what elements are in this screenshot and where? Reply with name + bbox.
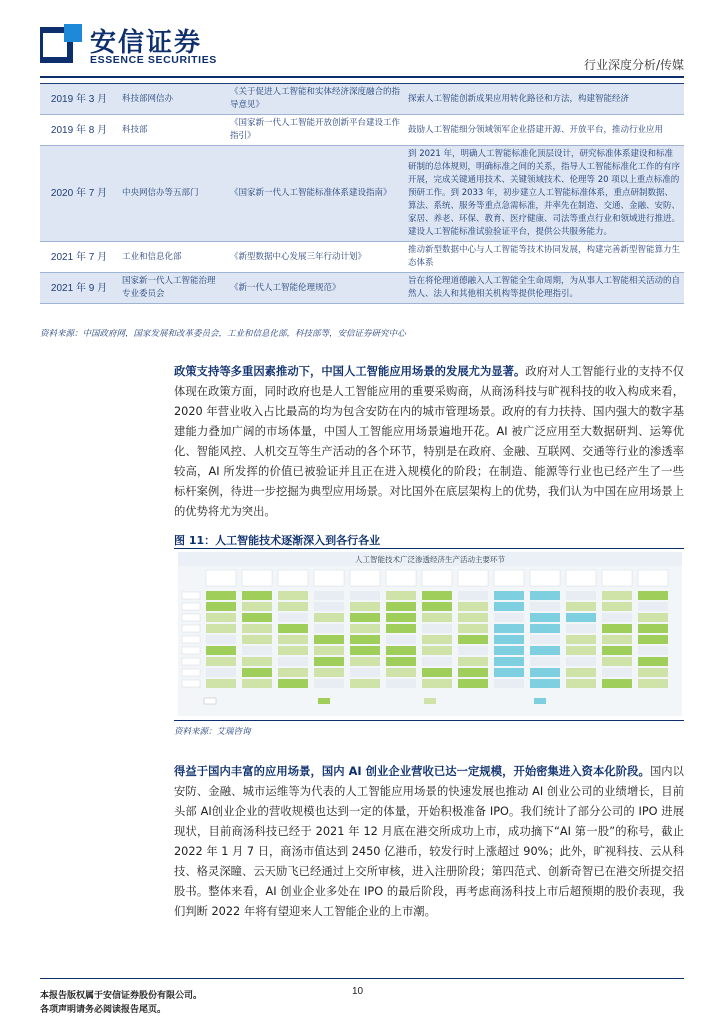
figure-cell bbox=[422, 613, 452, 622]
figure-cell bbox=[458, 591, 488, 600]
figure-cell bbox=[278, 635, 308, 644]
figure-cell bbox=[314, 657, 344, 666]
cell-dept: 科技部网信办 bbox=[118, 84, 226, 115]
table-row bbox=[40, 146, 684, 242]
footer-disclaimer: 各项声明请务必阅读报告尾页。 bbox=[40, 1005, 167, 1015]
cell-dept: 工业和信息化部 bbox=[118, 242, 226, 273]
figure-cell bbox=[350, 657, 380, 666]
figure-cell bbox=[530, 624, 560, 633]
figure-cell bbox=[422, 591, 452, 600]
figure-cell bbox=[566, 668, 596, 677]
figure-cell bbox=[638, 613, 668, 622]
figure-cell bbox=[458, 679, 488, 688]
figure-cell bbox=[422, 646, 452, 655]
figure-cell bbox=[458, 657, 488, 666]
table-row bbox=[40, 242, 684, 273]
figure-cell bbox=[638, 668, 668, 677]
figure-column-header bbox=[278, 570, 308, 586]
figure-row-label bbox=[182, 636, 200, 643]
cell-dept: 科技部 bbox=[118, 115, 226, 146]
figure-cell bbox=[422, 668, 452, 677]
figure-cell bbox=[278, 624, 308, 633]
figure-cell bbox=[242, 679, 272, 688]
figure-cell bbox=[314, 613, 344, 622]
page-header bbox=[0, 0, 724, 80]
figure-cell bbox=[530, 635, 560, 644]
figure-cell bbox=[530, 646, 560, 655]
figure-row-label bbox=[182, 625, 200, 632]
cell-description: 鼓励人工智能细分领域领军企业搭建开源、开放平台，推动行业应用 bbox=[404, 115, 684, 146]
figure-cell bbox=[530, 679, 560, 688]
figure-cell bbox=[638, 624, 668, 633]
figure-cell bbox=[278, 602, 308, 611]
figure-cell bbox=[566, 602, 596, 611]
figure-cell bbox=[458, 613, 488, 622]
essence-logo-icon bbox=[40, 24, 82, 66]
paragraph-ipo bbox=[174, 762, 684, 922]
logo-en-text: ESSENCE SECURITIES bbox=[90, 54, 217, 66]
figure-cell bbox=[494, 679, 524, 688]
figure-bottom-rule bbox=[174, 720, 684, 721]
figure-cell bbox=[206, 602, 236, 611]
figure-row-label bbox=[182, 614, 200, 621]
figure-cell bbox=[386, 646, 416, 655]
figure-column-header bbox=[422, 570, 452, 586]
cell-document: 《关于促进人工智能和实体经济深度融合的指导意见》 bbox=[226, 84, 404, 115]
figure-cell bbox=[206, 646, 236, 655]
figure-cell bbox=[638, 635, 668, 644]
figure-cell bbox=[566, 624, 596, 633]
figure-cell bbox=[602, 635, 632, 644]
figure-cell bbox=[314, 646, 344, 655]
figure-cell bbox=[386, 624, 416, 633]
figure-cell bbox=[242, 613, 272, 622]
figure-cell bbox=[602, 591, 632, 600]
figure-cell bbox=[494, 646, 524, 655]
figure-cell bbox=[278, 613, 308, 622]
figure-row-label bbox=[182, 603, 200, 610]
figure-cell bbox=[206, 635, 236, 644]
figure-chart-title: 人工智能技术广泛渗透经济生产活动主要环节 bbox=[355, 555, 505, 564]
cell-date: 2021 年 9 月 bbox=[40, 273, 118, 304]
figure-cell bbox=[602, 668, 632, 677]
figure-cell bbox=[242, 591, 272, 600]
figure-cell bbox=[602, 646, 632, 655]
table-source: 资料来源：中国政府网，国家发展和改革委员会，工业和信息化部，科技部等，安信证券研究中心 bbox=[40, 329, 406, 339]
policy-table bbox=[40, 84, 684, 304]
figure-cell bbox=[458, 602, 488, 611]
figure-cell bbox=[314, 668, 344, 677]
cell-document: 《国家新一代人工智能开放创新平台建设工作指引》 bbox=[226, 115, 404, 146]
figure-title: 图 11：人工智能技术逐渐深入到各行各业 bbox=[174, 534, 381, 547]
figure-row-label bbox=[182, 647, 200, 654]
figure-cell bbox=[386, 657, 416, 666]
figure-source: 资料来源：艾瑞咨询 bbox=[174, 727, 251, 737]
figure-cell bbox=[602, 613, 632, 622]
figure-row-label bbox=[182, 592, 200, 599]
figure-column-header bbox=[602, 570, 632, 586]
figure-cell bbox=[386, 602, 416, 611]
figure-cell bbox=[242, 635, 272, 644]
figure-cell bbox=[494, 635, 524, 644]
figure-cell bbox=[602, 602, 632, 611]
legend-swatch-3 bbox=[424, 698, 436, 704]
figure-cell bbox=[314, 679, 344, 688]
figure-column-header bbox=[314, 570, 344, 586]
figure-cell bbox=[566, 591, 596, 600]
figure-cell bbox=[386, 613, 416, 622]
figure-cell bbox=[350, 624, 380, 633]
figure-cell bbox=[566, 635, 596, 644]
paragraph-body-2: 国内以安防、金融、城市运维等为代表的人工智能应用场景的快速发展也推动 AI 创业公司的业绩增长，目前头部 AI创业企业的营收规模也达到一定的体量，开始积极准备 IPO。我们统计了部分公司的 IPO 进展现状，目前商汤科技已经于 2021 年 12 月底在港交所成功上市，成功摘下“AI 第一股”的称号，截止 2022 年 1 月 7 日，商汤市值达到 2450 亿港币，较发行时上涨超过 90%；此外，旷视科技、云从科技、格灵深瞳、云天励飞已经通过上交所审核，进入注册阶段；第四范式、创新奇智已在港交所提交招股书。整体来看，AI 创业企业多处在 IPO 的最后阶段，再考虑商汤科技上市后超预期的股价表现，我们判断 2022 年将有望迎来人工智能企业的上市潮。 bbox=[174, 765, 684, 918]
figure-cell bbox=[494, 657, 524, 666]
legend-swatch-2 bbox=[318, 698, 330, 704]
figure-cell bbox=[638, 679, 668, 688]
figure-column-header bbox=[242, 570, 272, 586]
cell-date: 2020 年 7 月 bbox=[40, 146, 118, 242]
figure-cell bbox=[386, 679, 416, 688]
figure-row-label bbox=[182, 658, 200, 665]
figure-cell bbox=[458, 668, 488, 677]
figure-cell bbox=[206, 668, 236, 677]
figure-cell bbox=[458, 624, 488, 633]
figure-cell bbox=[386, 668, 416, 677]
figure-column-header bbox=[458, 570, 488, 586]
table-row bbox=[40, 115, 684, 146]
paragraph-lead: 政策支持等多重因素推动下，中国人工智能应用场景的发展尤为显著。 bbox=[174, 365, 526, 378]
figure-cell bbox=[314, 635, 344, 644]
figure-cell bbox=[206, 624, 236, 633]
cell-document: 《新一代人工智能伦理规范》 bbox=[226, 273, 404, 304]
figure-cell bbox=[566, 646, 596, 655]
figure-cell bbox=[458, 635, 488, 644]
cell-description: 探索人工智能创新成果应用转化路径和方法，构建智能经济 bbox=[404, 84, 684, 115]
figure-cell bbox=[422, 624, 452, 633]
figure-cell bbox=[530, 613, 560, 622]
figure-cell bbox=[458, 646, 488, 655]
cell-date: 2019 年 8 月 bbox=[40, 115, 118, 146]
figure-column-header bbox=[386, 570, 416, 586]
figure-cell bbox=[314, 624, 344, 633]
figure-cell bbox=[350, 668, 380, 677]
figure-cell bbox=[530, 591, 560, 600]
figure-cell bbox=[278, 657, 308, 666]
figure-cell bbox=[350, 635, 380, 644]
figure-column-header bbox=[566, 570, 596, 586]
figure-column-header bbox=[350, 570, 380, 586]
figure-cell bbox=[530, 657, 560, 666]
table-row bbox=[40, 84, 684, 115]
figure-cell bbox=[242, 668, 272, 677]
figure-cell bbox=[422, 657, 452, 666]
figure-cell bbox=[206, 657, 236, 666]
figure-cell bbox=[206, 679, 236, 688]
figure-cell bbox=[386, 635, 416, 644]
footer-copyright: 本报告版权属于安信证券股份有限公司。 bbox=[40, 991, 203, 1001]
figure-cell bbox=[566, 657, 596, 666]
figure-cell bbox=[638, 591, 668, 600]
figure-row-label bbox=[182, 669, 200, 676]
figure-cell bbox=[602, 657, 632, 666]
figure-cell bbox=[494, 602, 524, 611]
figure-cell bbox=[494, 668, 524, 677]
figure-cell bbox=[278, 668, 308, 677]
figure-cell bbox=[350, 679, 380, 688]
cell-document: 《新型数据中心发展三年行动计划》 bbox=[226, 242, 404, 273]
figure-cell bbox=[350, 613, 380, 622]
figure-cell bbox=[494, 613, 524, 622]
figure-cell bbox=[278, 646, 308, 655]
cell-dept: 中央网信办等五部门 bbox=[118, 146, 226, 242]
figure-cell bbox=[242, 657, 272, 666]
figure-column-header bbox=[530, 570, 560, 586]
cell-dept: 国家新一代人工智能治理专业委员会 bbox=[118, 273, 226, 304]
figure-cell bbox=[530, 602, 560, 611]
figure-row-label bbox=[182, 680, 200, 687]
figure-cell bbox=[422, 679, 452, 688]
figure-cell bbox=[566, 613, 596, 622]
figure-column-header bbox=[206, 570, 236, 586]
paragraph-body: 政府对人工智能行业的支持不仅体现在政策方面，同时政府也是人工智能应用的重要采购商，从商汤科技与旷视科技的收入构成来看，2020 年营业收入占比最高的均为包含安防在内的城市管理场景。政府的有力扶持、国内强大的数字基建能力叠加广阔的市场体量，中国人工智能应用场景遍地开花。AI 被广泛应用至大数据研判、运筹优化、智能风控、人机交互等生产活动的各个环节，特别是在政府、金融、互联网、交通等行业的渗透率较高，AI 所发挥的价值已被验证并且正在进入规模化的阶段；在制造、能源等行业也已经产生了一些标杆案例，待进一步挖掘为典型应用场景。对比国外在底层架构上的优势，我们认为中国在应用场景上的优势将尤为突出。 bbox=[174, 365, 684, 518]
figure-cell bbox=[350, 591, 380, 600]
figure-cell bbox=[242, 646, 272, 655]
figure-cell bbox=[278, 591, 308, 600]
figure-cell bbox=[602, 624, 632, 633]
cell-document: 《国家新一代人工智能标准体系建设指南》 bbox=[226, 146, 404, 242]
figure-cell bbox=[494, 624, 524, 633]
figure-cell bbox=[314, 602, 344, 611]
cell-date: 2019 年 3 月 bbox=[40, 84, 118, 115]
figure-column-header bbox=[494, 570, 524, 586]
figure-cell bbox=[206, 591, 236, 600]
figure-cell bbox=[242, 602, 272, 611]
ai-industry-figure bbox=[178, 552, 682, 716]
report-type: 行业深度分析/传媒 bbox=[583, 58, 684, 72]
cell-description: 旨在将伦理道德融入人工智能全生命周期，为从事人工智能相关活动的自然人、法人和其他相关机构等提供伦理指引。 bbox=[404, 273, 684, 304]
figure-cell bbox=[638, 646, 668, 655]
figure-cell bbox=[602, 679, 632, 688]
footer-divider bbox=[40, 978, 684, 979]
page-number: 10 bbox=[352, 986, 364, 997]
figure-cell bbox=[350, 646, 380, 655]
figure-cell bbox=[638, 602, 668, 611]
paragraph-lead-2: 得益于国内丰富的应用场景，国内 AI 创业企业营收已达一定规模，开始密集进入资本化阶段。 bbox=[174, 765, 650, 778]
figure-cell bbox=[494, 591, 524, 600]
figure-cell bbox=[386, 591, 416, 600]
figure-top-rule bbox=[174, 548, 684, 549]
figure-cell bbox=[350, 602, 380, 611]
cell-description: 到 2021 年，明确人工智能标准化顶层设计，研究标准体系建设和标准研制的总体规则，明确标准之间的关系，指导人工智能标准化工作的有序开展，完成关键通用技术、关键领域技术、伦理等 20 项以上重点标准的预研工作。到 2033 年，初步建立人工智能标准体系，重点研制数据、算法、系统、服务等重点急需标准，并率先在制造、交通、金融、安防、家居、养老、环保、教育、医疗健康、司法等重点行业和领域进行推进。建设人工智能标准试验验证平台，提供公共服务能力。 bbox=[404, 146, 684, 242]
paragraph-policy bbox=[174, 362, 684, 522]
header-divider bbox=[40, 76, 684, 78]
figure-cell bbox=[206, 613, 236, 622]
figure-cell bbox=[242, 624, 272, 633]
figure-cell bbox=[638, 657, 668, 666]
figure-cell bbox=[422, 602, 452, 611]
logo-cn-text: 安信证券 bbox=[90, 28, 203, 58]
table-row bbox=[40, 273, 684, 304]
figure-column-header bbox=[638, 570, 668, 586]
cell-date: 2021 年 7 月 bbox=[40, 242, 118, 273]
legend-swatch-4 bbox=[534, 698, 546, 704]
figure-cell bbox=[314, 591, 344, 600]
cell-description: 推动新型数据中心与人工智能等技术协同发展，构建完善新型智能算力生态体系 bbox=[404, 242, 684, 273]
figure-cell bbox=[422, 635, 452, 644]
legend-swatch-1 bbox=[204, 698, 216, 704]
figure-cell bbox=[566, 679, 596, 688]
figure-cell bbox=[278, 679, 308, 688]
figure-cell bbox=[530, 668, 560, 677]
